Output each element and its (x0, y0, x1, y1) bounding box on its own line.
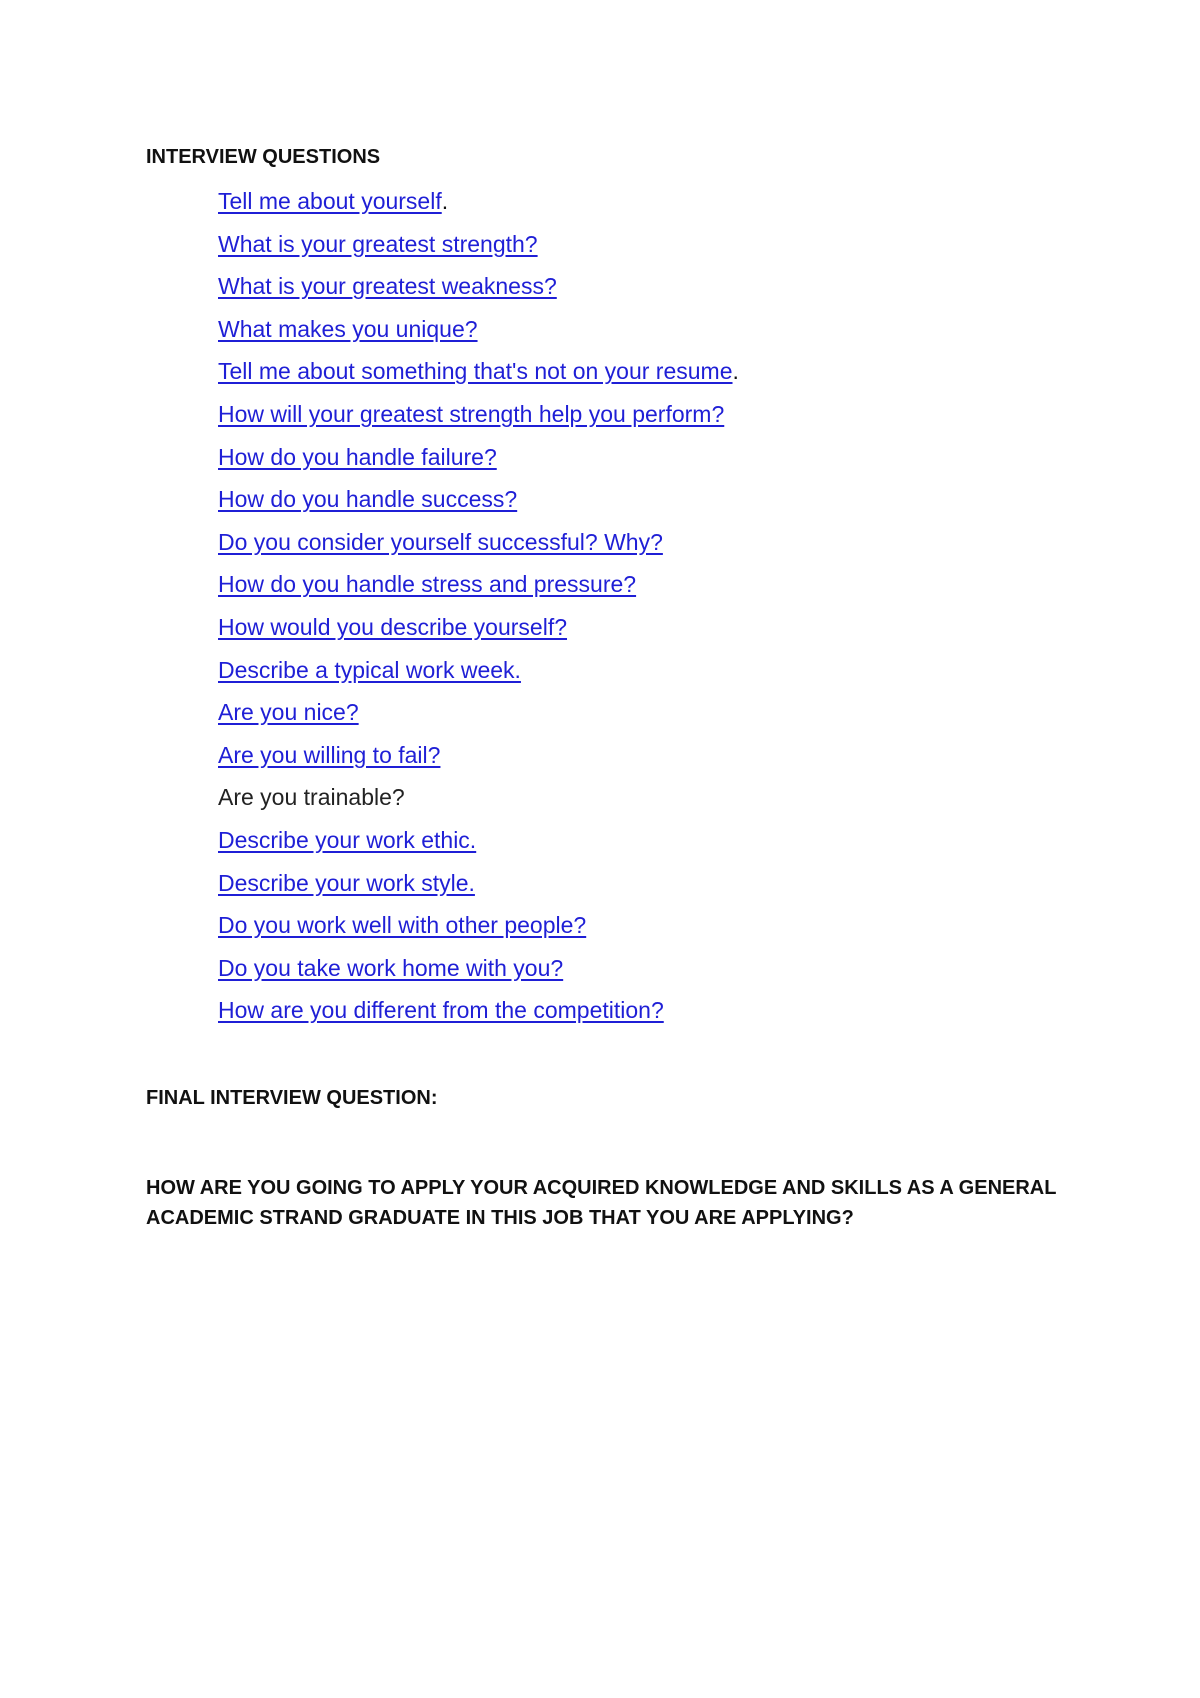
question-label: Do you consider yourself successful? Why? (218, 528, 663, 555)
question-link[interactable] (218, 188, 442, 214)
question-label: What is your greatest strength? (218, 230, 538, 257)
question-label: What makes you unique? (218, 315, 478, 342)
question-label: Are you trainable? (218, 784, 405, 811)
question-label: Tell me about yourself (218, 188, 442, 214)
question-link[interactable] (218, 444, 497, 471)
question-link[interactable] (218, 614, 567, 641)
question-link[interactable] (218, 955, 563, 982)
question-line (218, 188, 448, 215)
question-label: How do you handle failure? (218, 443, 497, 470)
question-link[interactable] (218, 358, 733, 384)
question-line (218, 358, 739, 385)
question-label: Tell me about something that's not on your resume (218, 358, 733, 385)
question-link[interactable] (218, 273, 557, 300)
page-title: INTERVIEW QUESTIONS (146, 146, 381, 168)
question-suffix: . (441, 188, 449, 214)
question-link[interactable] (218, 912, 586, 939)
question-link[interactable] (218, 401, 724, 428)
question-label: Describe a typical work week. (218, 656, 521, 683)
question-label: How do you handle success? (218, 486, 518, 513)
question-link[interactable] (218, 870, 475, 897)
question-label: How would you describe yourself? (218, 613, 568, 640)
question-label: How do you handle stress and pressure? (218, 571, 637, 598)
question-text (218, 784, 405, 811)
question-link[interactable] (218, 742, 440, 769)
question-link[interactable] (218, 699, 359, 726)
question-suffix: . (732, 358, 739, 385)
question-link[interactable] (218, 529, 663, 556)
question-link[interactable] (218, 486, 517, 513)
question-link[interactable] (218, 231, 538, 258)
question-link[interactable] (218, 997, 664, 1024)
question-link[interactable] (218, 316, 478, 343)
question-label: Are you nice? (218, 699, 359, 726)
final-question-heading: FINAL INTERVIEW QUESTION: (146, 1087, 438, 1109)
question-label: How will your greatest strength help you perform? (218, 400, 725, 427)
question-label: Describe your work ethic. (218, 826, 477, 853)
question-label: Do you work well with other people? (218, 912, 587, 939)
final-question-text: HOW ARE YOU GOING TO APPLY YOUR ACQUIRED KNOWLEDGE AND SKILLS AS A GENERAL ACADEMIC STRAND GRADUATE IN THIS JOB THAT YOU ARE APPLYING? (146, 1177, 1057, 1229)
question-label: Do you take work home with you? (218, 954, 564, 981)
question-link[interactable] (218, 571, 636, 598)
question-label: How are you different from the competition? (218, 997, 664, 1024)
question-label: Are you willing to fail? (218, 741, 441, 768)
question-link[interactable] (218, 657, 521, 684)
question-link[interactable] (218, 827, 476, 854)
question-label: Describe your work style. (218, 869, 475, 896)
question-label: What is your greatest weakness? (218, 273, 557, 300)
